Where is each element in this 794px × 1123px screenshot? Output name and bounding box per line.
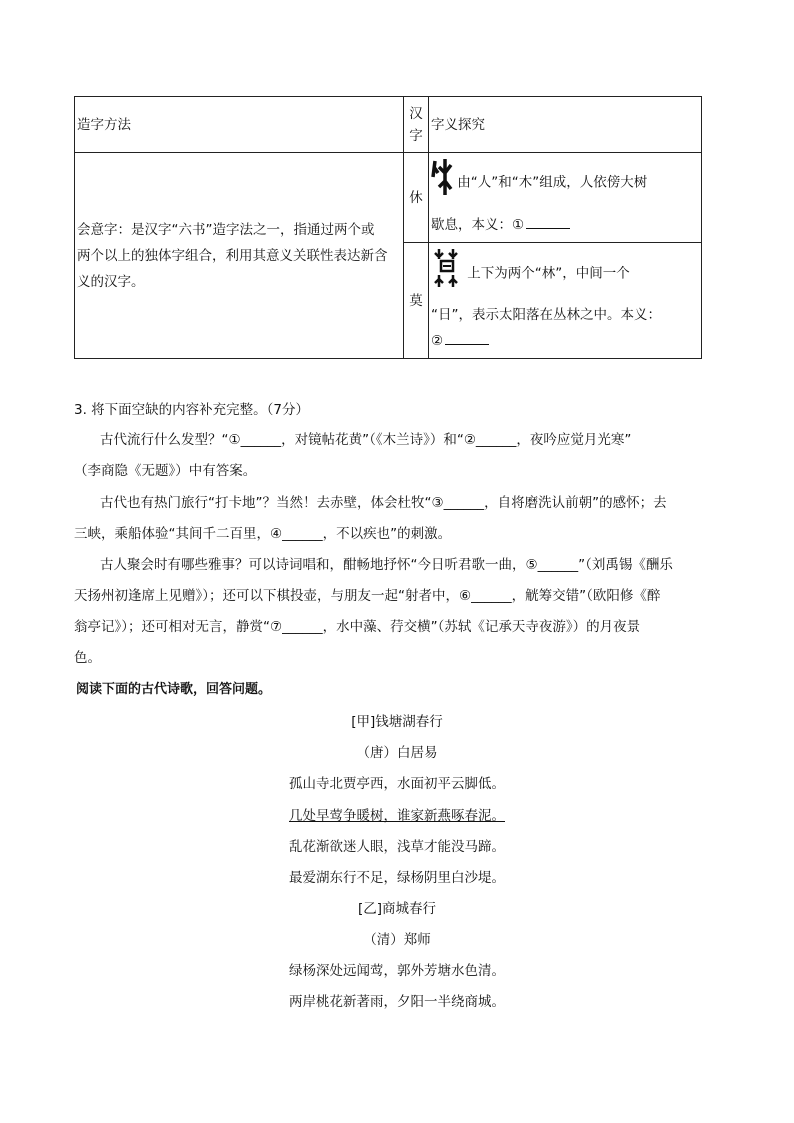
poem1-author: （唐）白居易 (356, 745, 438, 761)
reading-instruction: 阅读下面的古代诗歌，回答问题。 (76, 682, 272, 697)
blank-1 (526, 214, 570, 229)
oracle-bone-mo-icon (431, 247, 463, 300)
meaning-mo: 上下为两个“林”，中间一个 “日”，表示太阳落在丛林之中。本义： ② (429, 243, 702, 359)
q3-p3-line1: 古人聚会时有哪些雅事？可以诗词唱和，酣畅地抒怀“今日听君歌一曲，⑤______”（刘禹锡《酬乐 (100, 557, 673, 573)
q3-p3-line3: 翁亭记》）；还可相对无言，静赏“⑦______，水中藻、荇交横”（苏轼《记承天寺夜游》）的月夜景 (74, 619, 641, 635)
poem1-line3: 乱花渐欲迷人眼，浅草才能没马蹄。 (289, 839, 505, 855)
q3-p1-line2: （李商隐《无题》）中有答案。 (74, 463, 257, 479)
poem2-line2: 两岸桃花新著雨，夕阳一半绕商城。 (289, 994, 505, 1010)
char-mo: 莫 (404, 243, 429, 359)
oracle-bone-xiu-icon (431, 157, 453, 208)
meaning-xiu: 由“人”和“木”组成，人依傍大树 歇息，本义：① (429, 153, 702, 243)
q3-p3-line2: 天扬州初逢席上见赠》）；还可以下棋投壶，与朋友一起“射者中，⑥______，觥筹交错”（欧阳修《醉 (74, 588, 661, 604)
poem1-line1: 孤山寺北贾亭西，水面初平云脚低。 (289, 776, 505, 792)
character-table (74, 96, 702, 359)
q3-p3-line4: 色。 (74, 650, 101, 666)
q3-p1-line1: 古代流行什么发型？“①______，对镜帖花黄”（《木兰诗》）和“②______，夜吟应觉月光寒” (100, 432, 632, 448)
header-meaning: 字义探究 (429, 97, 702, 153)
blank-2 (445, 330, 489, 345)
header-method: 造字方法 (75, 97, 404, 153)
poem2-line1: 绿杨深处远闻莺，郭外芳塘水色清。 (289, 963, 505, 979)
char-xiu: 休 (404, 153, 429, 243)
q3-p2-line1: 古代也有热门旅行“打卡地”？当然！去赤壁，体会杜牧“③______，自将磨洗认前朝”的感怀；去 (100, 495, 667, 511)
header-char: 汉字 (404, 97, 429, 153)
poem2-author: （清）郑师 (363, 932, 431, 948)
poem1-line4: 最爱湖东行不足，绿杨阴里白沙堤。 (289, 870, 505, 886)
q3-p2-line2: 三峡，乘船体验“其间千二百里，④______，不以疾也”的刺激。 (74, 526, 452, 542)
method-description: 会意字：是汉字“六书”造字法之一，指通过两个或 两个以上的独体字组合，利用其意义关联性表达新含 义的汉字。 (75, 153, 404, 359)
q3-title: 3. 将下面空缺的内容补充完整。（7分） (74, 402, 310, 418)
poem1-line2: 几处早莺争暖树，谁家新燕啄春泥。 (289, 808, 505, 824)
poem2-title: [乙]商城春行 (357, 901, 437, 917)
poem1-title: [甲]钱塘湖春行 (351, 714, 443, 730)
